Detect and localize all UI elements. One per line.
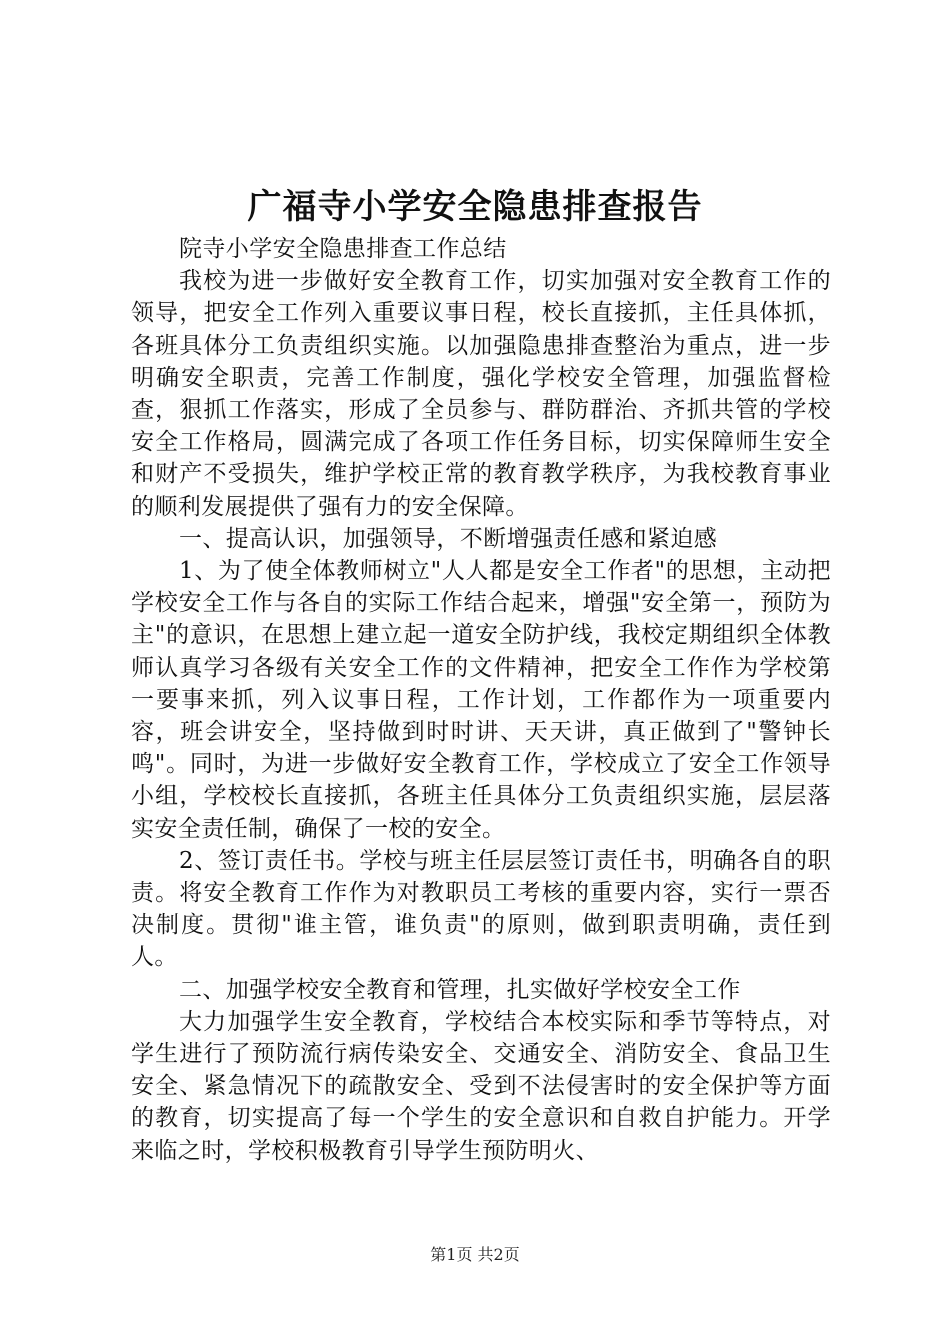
section-heading-2: 二、加强学校安全教育和管理，扎实做好学校安全工作: [179, 976, 741, 1003]
document-title: 广福寺小学安全隐患排查报告: [247, 187, 703, 227]
page-footer: 第1页 共2页: [430, 1245, 520, 1264]
subtitle-paragraph: 院寺小学安全隐患排查工作总结: [179, 236, 507, 262]
document-body: [131, 233, 831, 1167]
body-paragraph: 1、为了使全体教师树立"人人都是安全工作者"的思想，主动把学校安全工作与各自的实际工作结合起来，增强"安全第一，预防为主"的意识，在思想上建立起一道安全防护线，我校定期组织全体教师认真学习各级有关安全工作的文件精神，把安全工作作为学校第一要事来抓，列入议事日程，工作计划，工作都作为一项重要内容，班会讲安全，坚持做到时时讲、天天讲，真正做到了"警钟长鸣"。同时，为进一步做好安全教育工作，学校成立了安全工作领导小组，学校校长直接抓，各班主任具体分工负责组织实施，层层落实安全责任制，确保了一校的安全。: [131, 558, 831, 842]
body-paragraph: 2、签订责任书。学校与班主任层层签订责任书，明确各自的职责。将安全教育工作作为对教职员工考核的重要内容，实行一票否决制度。贯彻"谁主管，谁负责"的原则，做到职责明确，责任到人。: [131, 847, 831, 971]
body-paragraph: 我校为进一步做好安全教育工作，切实加强对安全教育工作的领导，把安全工作列入重要议事日程，校长直接抓，主任具体抓，各班具体分工负责组织实施。以加强隐患排查整治为重点，进一步明确安全职责，完善工作制度，强化学校安全管理，加强监督检查，狠抓工作落实，形成了全员参与、群防群治、齐抓共管的学校安全工作格局，圆满完成了各项工作任务目标，切实保障师生安全和财产不受损失，维护学校正常的教育教学秩序，为我校教育事业的顺利发展提供了强有力的安全保障。: [131, 268, 831, 520]
section-heading-1: 一、提高认识，加强领导，不断增强责任感和紧迫感: [179, 525, 718, 552]
body-paragraph: 大力加强学生安全教育，学校结合本校实际和季节等特点，对学生进行了预防流行病传染安全、交通安全、消防安全、食品卫生安全、紧急情况下的疏散安全、受到不法侵害时的安全保护等方面的教育，切实提高了每一个学生的安全意识和自救自护能力。开学来临之时，学校积极教育引导学生预防明火、: [131, 1008, 831, 1164]
